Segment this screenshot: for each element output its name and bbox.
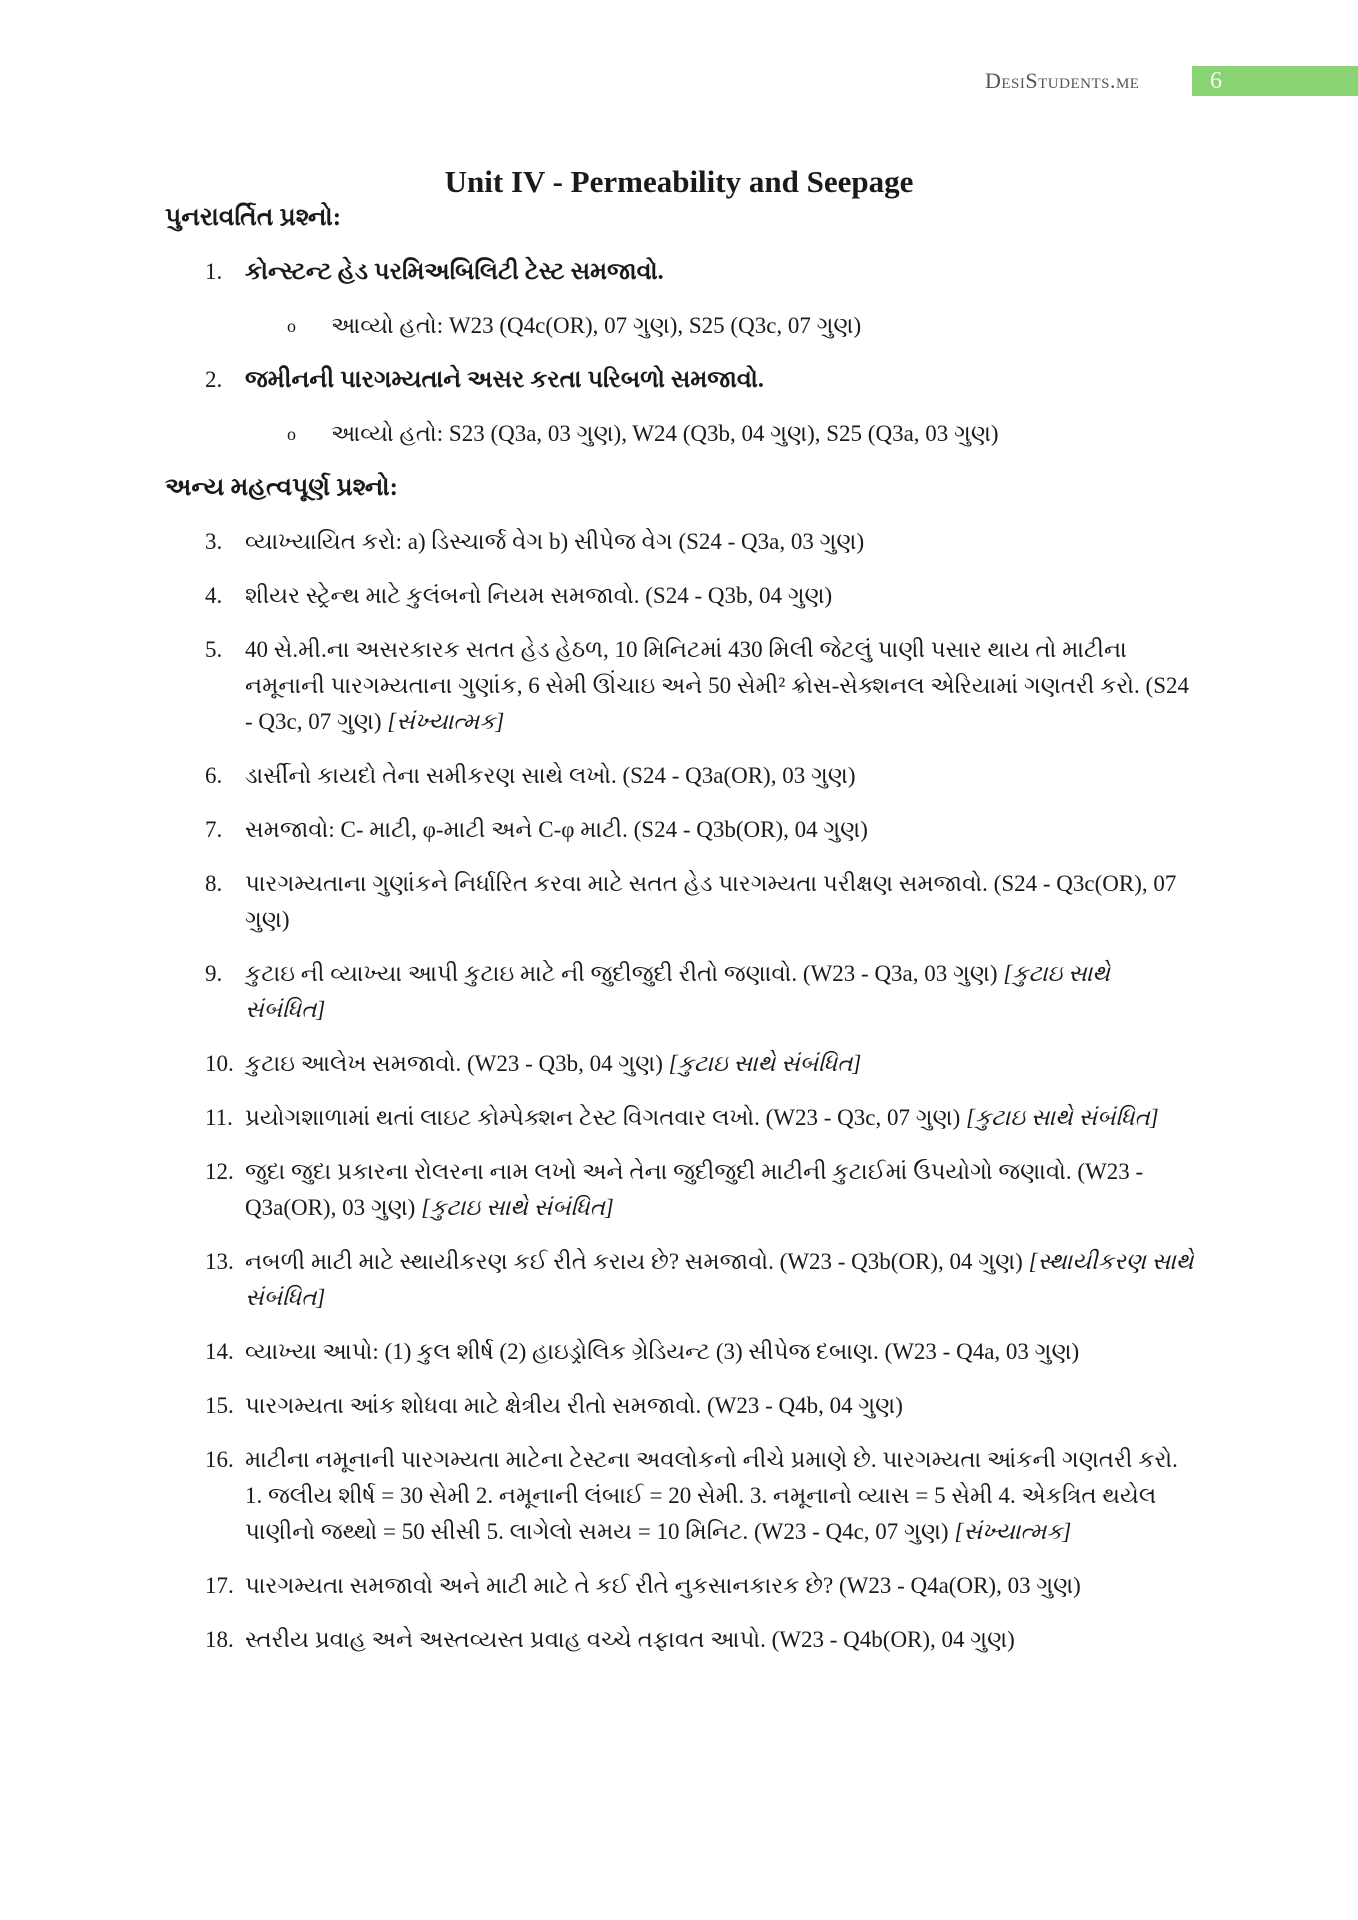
item-number: 6. (205, 763, 223, 788)
list-item (205, 1388, 1195, 1424)
item-body (245, 1046, 1195, 1082)
list-item (205, 1046, 1195, 1082)
asked-info (287, 308, 1195, 344)
item-text: નબળી માટી માટે સ્થાયીકરણ કઈ રીતે કરાય છે? સમજાવો. (W23 - Q3b(OR), 04 ગુણ) (245, 1249, 1023, 1274)
item-body (245, 578, 1195, 614)
list-item (205, 812, 1195, 848)
item-body (245, 956, 1195, 1028)
list-item (205, 758, 1195, 794)
item-text: પારગમ્યતા સમજાવો અને માટી માટે તે કઈ રીતે નુકસાનકારક છે? (W23 - Q4a(OR), 03 ગુણ) (245, 1573, 1081, 1598)
item-text: સમજાવો: C- માટી, φ-માટી અને C-φ માટી. (S24 - Q3b(OR), 04 ગુણ) (245, 817, 868, 842)
section-heading-other: અન્ય મહત્વપૂર્ણ પ્રશ્નો: (165, 474, 398, 501)
repeated-questions-list (165, 254, 1195, 452)
item-text: કુટાઇ આલેખ સમજાવો. (W23 - Q3b, 04 ગુણ) (245, 1051, 663, 1076)
list-item (205, 578, 1195, 614)
list-item (205, 1334, 1195, 1370)
item-text: પ્રયોગશાળામાં થતાં લાઇટ કોમ્પેક્શન ટેસ્ટ વિગતવાર લખો. (W23 - Q3c, 07 ગુણ) (245, 1105, 961, 1130)
item-tag: [સ્થાયીકરણ સાથે સંબંધિત] (245, 1249, 1194, 1310)
item-body (245, 1154, 1195, 1226)
item-number: 1. (205, 259, 223, 284)
item-text: ડાર્સીનો કાયદો તેના સમીકરણ સાથે લખો. (S24 - Q3a(OR), 03 ગુણ) (245, 763, 856, 788)
page-number: 6 (1192, 66, 1358, 96)
item-number: 5. (205, 637, 223, 662)
item-number: 7. (205, 817, 223, 842)
list-item (205, 1244, 1195, 1316)
list-item (205, 1100, 1195, 1136)
item-number: 12. (205, 1159, 234, 1184)
site-name: DesiStudents.me (985, 68, 1140, 93)
item-text: વ્યાખ્યા આપો: (1) કુલ શીર્ષ (2) હાઇડ્રોલિક ગ્રેડિયન્ટ (3) સીપેજ દબાણ. (W23 - Q4a, 03 ગુણ) (245, 1339, 1080, 1364)
list-item (205, 524, 1195, 560)
item-number: 10. (205, 1051, 234, 1076)
item-number: 16. (205, 1447, 234, 1472)
list-item (205, 254, 1195, 290)
asked-info (287, 416, 1195, 452)
item-text: સ્તરીય પ્રવાહ અને અસ્તવ્યસ્ત પ્રવાહ વચ્ચે તફાવત આપો. (W23 - Q4b(OR), 04 ગુણ) (245, 1627, 1015, 1652)
item-body (245, 812, 1195, 848)
list-item (205, 362, 1195, 398)
item-body (245, 632, 1195, 740)
item-number: 11. (205, 1105, 233, 1130)
item-body (245, 866, 1195, 938)
item-body (245, 1334, 1195, 1370)
page-title: Unit IV - Permeability and Seepage (444, 164, 914, 199)
item-tag: [કુટાઇ સાથે સંબંધિત] (245, 961, 1110, 1022)
other-questions-list (165, 524, 1195, 1658)
item-body (245, 1388, 1195, 1424)
item-text: શીયર સ્ટ્રેન્થ માટે કુલંબનો નિયમ સમજાવો. (S24 - Q3b, 04 ગુણ) (245, 583, 833, 608)
list-item (205, 632, 1195, 740)
list-item (205, 866, 1195, 938)
item-number: 14. (205, 1339, 234, 1364)
item-body (245, 1244, 1195, 1316)
item-body (245, 1622, 1195, 1658)
section-heading-repeated: પુનરાવર્તિત પ્રશ્નો: (165, 204, 342, 231)
item-number: 18. (205, 1627, 234, 1652)
circle-bullet-icon: o (287, 424, 296, 444)
item-body (245, 1100, 1195, 1136)
item-number: 3. (205, 529, 223, 554)
item-body (245, 524, 1195, 560)
item-body (245, 1568, 1195, 1604)
item-text: કુટાઇ ની વ્યાખ્યા આપી કુટાઇ માટે ની જુદીજુદી રીતો જણાવો. (W23 - Q3a, 03 ગુણ) (245, 961, 998, 986)
item-tag: [કુટાઇ સાથે સંબંધિત] (421, 1195, 614, 1220)
item-number: 17. (205, 1573, 234, 1598)
item-body (245, 758, 1195, 794)
asked-text: આવ્યો હતો: S23 (Q3a, 03 ગુણ), W24 (Q3b, 04 ગુણ), S25 (Q3a, 03 ગુણ) (331, 421, 999, 446)
circle-bullet-icon: o (287, 316, 296, 336)
item-number: 9. (205, 961, 223, 986)
list-item (205, 1568, 1195, 1604)
item-tag: [કુટાઇ સાથે સંબંધિત] (965, 1105, 1159, 1130)
list-item (205, 956, 1195, 1028)
item-text: જમીનની પારગમ્યતાને અસર કરતા પરિબળો સમજાવો. (245, 367, 764, 393)
item-text: કોન્સ્ટન્ટ હેડ પરમિઅબિલિટી ટેસ્ટ સમજાવો. (245, 259, 664, 285)
list-item (205, 1622, 1195, 1658)
list-item (205, 1154, 1195, 1226)
item-text: 40 સે.મી.ના અસરકારક સતત હેડ હેઠળ, 10 મિનિટમાં 430 મિલી જેટલું પાણી પસાર થાય તો માટીના નમૂનાની પારગમ્યતાના ગુણાંક, 6 સેમી ઊંચાઇ અને 50 સેમી² ક્રોસ-સેક્શનલ એરિયામાં ગણતરી કરો. (S24 - Q3c, 07 ગુણ) (245, 637, 1189, 734)
item-number: 2. (205, 367, 223, 392)
item-number: 8. (205, 871, 223, 896)
item-number: 15. (205, 1393, 234, 1418)
item-text: માટીના નમૂનાની પારગમ્યતા માટેના ટેસ્ટના અવલોકનો નીચે પ્રમાણે છે. પારગમ્યતા આંકની ગણતરી કરો. 1. જલીય શીર્ષ = 30 સેમી 2. નમૂનાની લંબાઈ = 20 સેમી. 3. નમૂનાનો વ્યાસ = 5 સેમી 4. એકત્રિત થયેલ પાણીનો જથ્થો = 50 સીસી 5. લાગેલો સમય = 10 મિનિટ. (W23 - Q4c, 07 ગુણ) (245, 1447, 1178, 1544)
item-text: પારગમ્યતા આંક શોધવા માટે ક્ષેત્રીય રીતો સમજાવો. (W23 - Q4b, 04 ગુણ) (245, 1393, 903, 1418)
asked-text: આવ્યો હતો: W23 (Q4c(OR), 07 ગુણ), S25 (Q3c, 07 ગુણ) (331, 313, 862, 338)
list-item (205, 1442, 1195, 1550)
item-body (245, 1442, 1195, 1550)
item-text: વ્યાખ્યાયિત કરો: a) ડિસ્ચાર્જ વેગ b) સીપેજ વેગ (S24 - Q3a, 03 ગુણ) (245, 529, 865, 554)
document-body (165, 200, 1195, 1676)
item-number: 4. (205, 583, 223, 608)
item-tag: [કુટાઇ સાથે સંબંધિત] (668, 1051, 862, 1076)
item-text: જુદા જુદા પ્રકારના રોલરના નામ લખો અને તેના જુદીજુદી માટીની કુટાઈમાં ઉપયોગો જણાવો. (W23 - Q3a(OR), 03 ગુણ) (245, 1159, 1144, 1220)
item-tag: [સંખ્યાત્મક] (954, 1519, 1072, 1544)
item-text: પારગમ્યતાના ગુણાંકને નિર્ધારિત કરવા માટે સતત હેડ પારગમ્યતા પરીક્ષણ સમજાવો. (S24 - Q3c(OR), 07 ગુણ) (245, 871, 1177, 932)
item-number: 13. (205, 1249, 234, 1274)
item-tag: [સંખ્યાત્મક] (387, 709, 505, 734)
